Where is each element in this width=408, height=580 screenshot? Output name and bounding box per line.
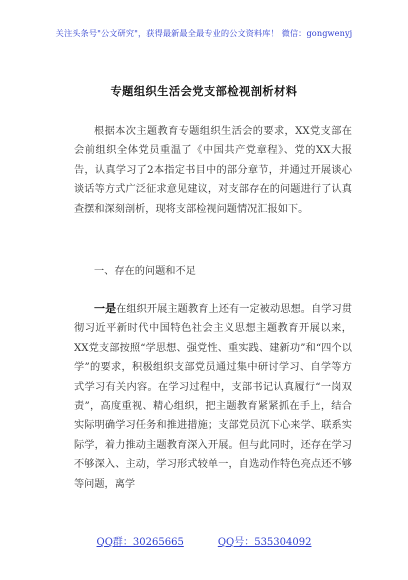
- header-promo-note: 关注头条号"公文研究"，获得最新最全最专业的公文资料库！ 微信：gongwenyj: [55, 28, 353, 38]
- body-paragraph-text: 在组织开展主题教育上还有一定被动思想。自学习贯彻习近平新时代中国特色社会主义思想主题教育开展以来，XX党支部按照“学思想、强党性、重实践、建新功”和“四个以学”的要求，积极组织支部党员通过集中研讨学习、自学等方式学习有关内容。在学习过程中，支部书记认真履行“一岗双责”，高度重视、精心组织，把主题教育紧紧抓在手上，结合实际明确学习任务和推进措施；支部党员沉下心来学、联系实际学，着力推动主题教育深入开展。但与此同时，还存在学习不够深入、主动，学习形式较单一，自选动作特色亮点还不够等问题，离学: [74, 304, 352, 490]
- intro-paragraph: 根据本次主题教育专题组织生活会的要求，XX党支部在会前组织全体党员重温了《中国共产党章程》、党的XX大报告，认真学习了2本指定书目中的部分章节，并通过开展谈心谈话等方式广泛征求意见建议，对支部存在的问题进行了认真查摆和深刻剖析，现将支部检视问题情况汇报如下。: [74, 126, 352, 215]
- document-title: 专题组织生活会党支部检视剖析材料: [110, 84, 298, 98]
- footer-qq-number: QQ号：535304092: [217, 537, 312, 548]
- body-paragraph: [74, 299, 352, 494]
- footer-qq-group: QQ群：30265665: [96, 537, 184, 548]
- lead-label: 一是: [94, 302, 117, 315]
- section-heading: 一、存在的问题和不足: [94, 266, 196, 277]
- footer-contact: [0, 533, 408, 548]
